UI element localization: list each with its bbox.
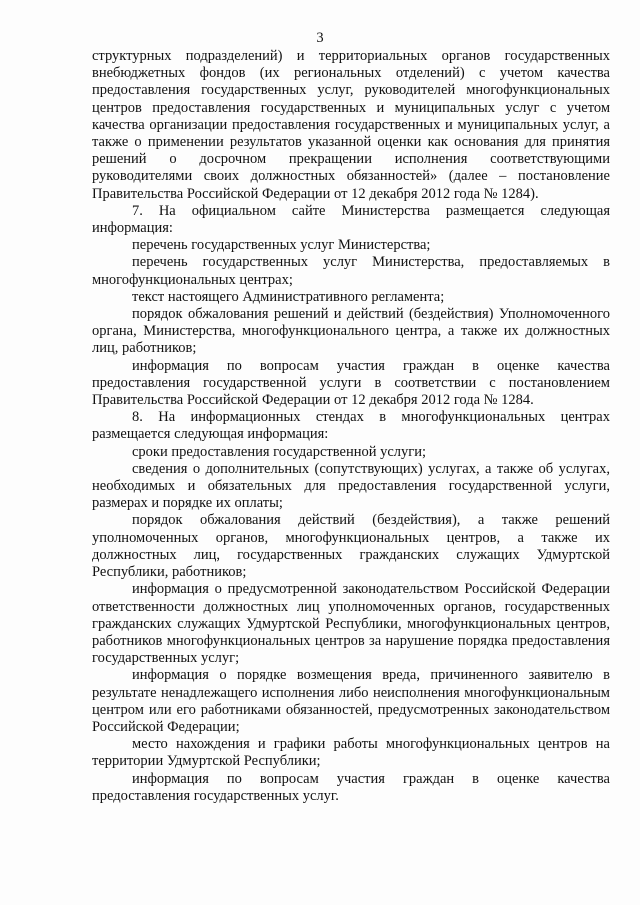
paragraph-list-item: сроки предоставления государственной услуги; — [132, 443, 427, 460]
paragraph-item-7: 7. На официальном сайте Министерства размещается следующая информация: — [92, 202, 610, 237]
page-number: 3 — [316, 30, 324, 46]
paragraph-list-item: информация о предусмотренной законодательством Российской Федерации ответственности должностных лиц уполномоченных органов, государственных гражданских служащих Удмуртской Республики, многофункциональных центров, работников многофункциональных центров за нарушение порядка предоставления государственных услуг; — [92, 581, 610, 667]
paragraph-list-item: информация о порядке возмещения вреда, причиненного заявителю в результате ненадлежащего исполнения либо неисполнения многофункциональным центром или его работниками обязанностей, предусмотренных законодательством Российской Федерации; — [92, 667, 610, 735]
document-body — [92, 48, 610, 805]
paragraph-list-item: текст настоящего Административного регламента; — [132, 288, 445, 305]
paragraph-list-item: порядок обжалования решений и действий (бездействия) Уполномоченного органа, Министерства, многофункционального центра, а также их должностных лиц, работников; — [92, 306, 610, 357]
paragraph-list-item: перечень государственных услуг Министерства, предоставляемых в многофункциональных центрах; — [92, 254, 610, 288]
paragraph-item-8: 8. На информационных стендах в многофункциональных центрах размещается следующая информация: — [92, 409, 610, 443]
paragraph-list-item: порядок обжалования действий (бездействия), а также решений уполномоченных органов, многофункциональных центров, а также их должностных лиц, государственных гражданских служащих Удмуртской Республики, работников; — [92, 512, 610, 581]
paragraph-continuation: структурных подразделений) и территориальных органов государственных внебюджетных фондов (их региональных отделений) с учетом качества предоставления государственных услуг, руководителей многофункциональных центров предоставления государственных и муниципальных услуг с учетом качества организации предоставления государственных и муниципальных услуг, а также о применении результатов указанной оценки как основания для принятия решений о досрочном прекращении исполнения соответствующими руководителями своих должностных обязанностей» (далее – постановление Правительства Российской Федерации от 12 декабря 2012 года № 1284). — [92, 48, 610, 202]
paragraph-list-item: перечень государственных услуг Министерства; — [132, 237, 431, 254]
paragraph-list-item: информация по вопросам участия граждан в оценке качества предоставления государственных услуг. — [92, 770, 610, 804]
paragraph-list-item: информация по вопросам участия граждан в оценке качества предоставления государственной услуги в соответствии с постановлением Правительства Российской Федерации от 12 декабря 2012 года № 1284. — [92, 357, 610, 409]
paragraph-list-item: место нахождения и графики работы многофункциональных центров на территории Удмуртской Республики; — [92, 736, 610, 770]
paragraph-list-item: сведения о дополнительных (сопутствующих) услугах, а также об услугах, необходимых и обязательных для предоставления государственной услуги, размерах и порядке их оплаты; — [92, 460, 610, 512]
